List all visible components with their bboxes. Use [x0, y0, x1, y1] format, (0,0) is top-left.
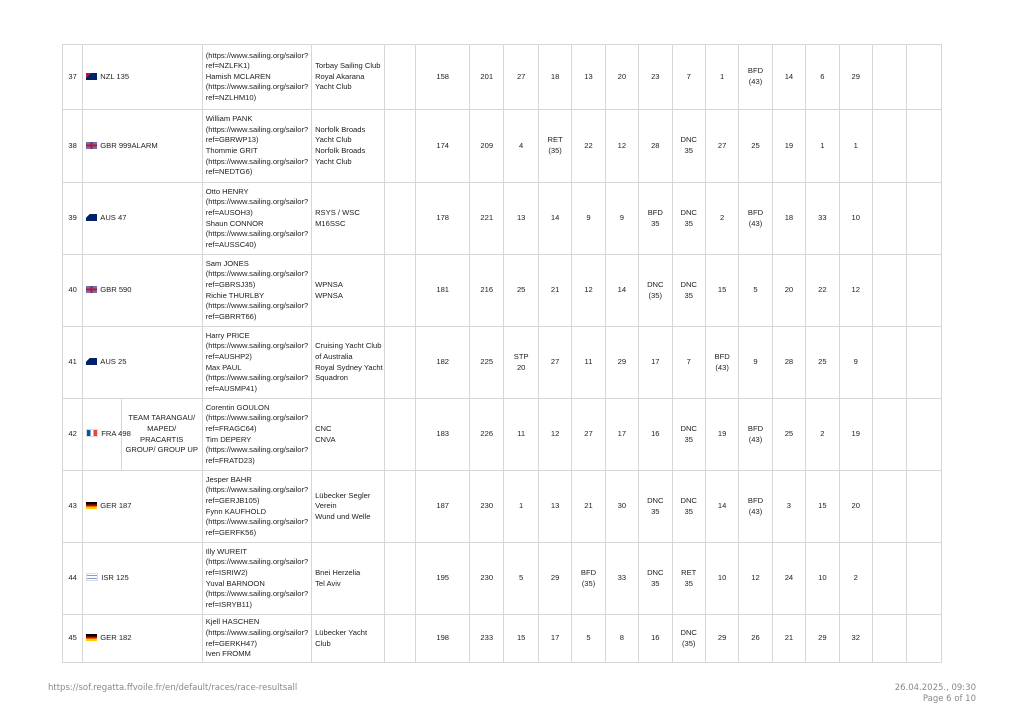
race-score-cell: 15 [504, 615, 538, 663]
club-line: Lübecker Yacht [315, 627, 368, 637]
crew-line: ref=AUSHP2) [205, 351, 252, 361]
crew-line: (https://www.sailing.org/sailor? [205, 341, 309, 351]
empty-cell [872, 615, 906, 663]
crew-line: Iven FROMM [205, 649, 251, 659]
sail-number-cell [83, 45, 202, 110]
race-score-cell: BFD (43) [739, 471, 772, 543]
club-line: CNVA [315, 434, 336, 444]
crew-line: (https://www.sailing.org/sailor? [205, 627, 309, 637]
crew-line: ref=GBRRT66) [205, 311, 257, 321]
empty-cell [384, 255, 415, 327]
race-score-cell: 16 [639, 399, 672, 471]
club-line: Verein [315, 501, 337, 511]
crew-line: Tim DEPERY [205, 434, 252, 444]
race-score-cell: 22 [806, 255, 839, 327]
table-row [63, 471, 942, 543]
race-score-cell: 9 [739, 327, 772, 399]
race-score-cell: RET 35 [672, 543, 705, 615]
race-score-cell: 21 [538, 255, 571, 327]
country-flag-icon [86, 634, 97, 641]
race-score-cell: 29 [538, 543, 571, 615]
race-score-cell: 25 [504, 255, 538, 327]
race-score-cell: 29 [839, 45, 872, 110]
crew-line: William PANK [205, 114, 253, 124]
crew-line: (https://www.sailing.org/sailor? [205, 197, 309, 207]
rank-cell: 43 [63, 471, 83, 543]
club-line: RSYS / WSC [315, 207, 360, 217]
race-score-cell: 26 [739, 615, 772, 663]
race-score-cell: DNC 35 [639, 543, 672, 615]
race-score-cell: 5 [504, 543, 538, 615]
empty-cell [907, 471, 942, 543]
crew-cell [202, 471, 311, 543]
results-table-body [63, 45, 942, 663]
race-score-cell: 13 [572, 45, 605, 110]
net-points-cell: 195 [416, 543, 470, 615]
page-info [895, 683, 976, 705]
sail-number: GBR 999ALARM [100, 140, 158, 150]
race-score-cell: BFD (43) [739, 183, 772, 255]
race-score-cell: BFD (43) [705, 327, 738, 399]
crew-line: ref=FRATD23) [205, 455, 255, 465]
print-datetime: 26.04.2025., 09:30 [894, 683, 976, 693]
club-line: CNC [315, 423, 332, 433]
country-flag-icon [86, 358, 97, 365]
race-score-cell: 17 [538, 615, 571, 663]
race-score-cell: 33 [806, 183, 839, 255]
crew-line: (https://www.sailing.org/sailor? [205, 269, 309, 279]
club-cell [312, 183, 385, 255]
race-score-cell: 27 [504, 45, 538, 110]
net-points-cell: 178 [416, 183, 470, 255]
club-line: Bnei Herzelia [315, 567, 361, 577]
sail-number: NZL 135 [100, 71, 130, 81]
empty-cell [384, 110, 415, 183]
net-points-cell: 181 [416, 255, 470, 327]
crew-cell [202, 399, 311, 471]
crew-cell [202, 543, 311, 615]
race-score-cell: 19 [772, 110, 805, 183]
race-score-cell: 15 [705, 255, 738, 327]
sail-number: AUS 47 [100, 213, 127, 223]
crew-line: Sam JONES [205, 258, 249, 268]
race-score-cell: 23 [639, 45, 672, 110]
club-cell [312, 615, 385, 663]
empty-cell [872, 399, 906, 471]
country-flag-icon [86, 142, 97, 149]
total-points-cell: 209 [470, 110, 504, 183]
club-line: Yacht Club [315, 156, 352, 166]
race-score-cell: 30 [605, 471, 638, 543]
club-line: Squadron [315, 373, 349, 383]
crew-line: Jesper BAHR [205, 474, 252, 484]
race-score-cell: 12 [538, 399, 571, 471]
crew-line: (https://www.sailing.org/sailor? [205, 373, 309, 383]
race-score-cell: DNC (35) [639, 255, 672, 327]
table-row [63, 183, 942, 255]
race-score-cell: 27 [538, 327, 571, 399]
crew-line: Shaun CONNOR [205, 218, 264, 228]
empty-cell [384, 471, 415, 543]
club-line: Yacht Club [315, 82, 352, 92]
country-flag-icon [86, 502, 97, 509]
crew-line: Thommie GRIT [205, 146, 258, 155]
race-score-cell: 2 [806, 399, 839, 471]
club-line: WPNSA [315, 290, 343, 300]
table-row [63, 327, 942, 399]
race-score-cell: 33 [605, 543, 638, 615]
sail-number: FRA 498 [101, 429, 131, 439]
empty-cell [384, 615, 415, 663]
race-score-cell: 12 [605, 110, 638, 183]
club-line: Tel Aviv [315, 578, 341, 588]
net-points-cell: 182 [416, 327, 470, 399]
race-score-cell: 5 [739, 255, 772, 327]
crew-line: (https://www.sailing.org/sailor? [205, 301, 309, 311]
race-score-cell: BFD (43) [739, 45, 772, 110]
net-points-cell: 183 [416, 399, 470, 471]
empty-cell [872, 543, 906, 615]
race-score-cell: 1 [504, 471, 538, 543]
race-score-cell: DNC (35) [672, 615, 705, 663]
race-score-cell: 28 [772, 327, 805, 399]
crew-line: Otto HENRY [205, 186, 249, 196]
race-score-cell: 11 [504, 399, 538, 471]
club-line: Yacht Club [315, 135, 352, 145]
crew-cell [202, 255, 311, 327]
race-score-cell: 4 [504, 110, 538, 183]
race-score-cell: 20 [605, 45, 638, 110]
club-line: Norfolk Broads [315, 146, 366, 155]
page-number: Page 6 of 10 [922, 694, 976, 704]
crew-line: ref=NZLHM10) [205, 92, 257, 102]
empty-cell [907, 45, 942, 110]
club-cell [312, 543, 385, 615]
crew-line: (https://www.sailing.org/sailor? [205, 589, 309, 599]
sail-number-cell [83, 110, 202, 183]
race-score-cell: 18 [538, 45, 571, 110]
club-cell [312, 110, 385, 183]
crew-line: (https://www.sailing.org/sailor? [205, 229, 309, 239]
crew-line: ref=GERKH47) [205, 638, 257, 648]
rank-cell: 39 [63, 183, 83, 255]
empty-cell [384, 183, 415, 255]
club-line: Norfolk Broads [315, 124, 366, 134]
crew-cell [202, 183, 311, 255]
empty-cell [907, 255, 942, 327]
race-score-cell: DNC 35 [672, 471, 705, 543]
sail-number: ISR 125 [101, 573, 129, 583]
net-points-cell: 187 [416, 471, 470, 543]
race-score-cell: BFD (43) [739, 399, 772, 471]
crew-line: (https://www.sailing.org/sailor? [205, 413, 309, 423]
race-score-cell: 14 [705, 471, 738, 543]
race-score-cell: 24 [772, 543, 805, 615]
race-score-cell: 16 [639, 615, 672, 663]
rank-cell: 42 [63, 399, 83, 471]
empty-cell [872, 471, 906, 543]
crew-cell [202, 327, 311, 399]
race-score-cell: 28 [639, 110, 672, 183]
country-flag-icon [86, 73, 97, 80]
race-score-cell: 32 [839, 615, 872, 663]
rank-cell: 45 [63, 615, 83, 663]
crew-line: ref=FRAGC64) [205, 423, 257, 433]
race-score-cell: 12 [572, 255, 605, 327]
race-score-cell: 14 [538, 183, 571, 255]
race-score-cell: 7 [672, 327, 705, 399]
race-score-cell: 13 [538, 471, 571, 543]
crew-line: (https://www.sailing.org/sailor? [205, 50, 309, 60]
total-points-cell: 216 [470, 255, 504, 327]
sail-number-cell [83, 183, 202, 255]
race-score-cell: 29 [605, 327, 638, 399]
sail-number-cell [83, 471, 202, 543]
country-flag-icon [86, 286, 97, 293]
total-points-cell: 230 [470, 471, 504, 543]
crew-line: Yuval BARNOON [205, 578, 265, 588]
total-points-cell: 230 [470, 543, 504, 615]
race-score-cell: BFD (35) [572, 543, 605, 615]
crew-line: Harry PRICE [205, 330, 250, 340]
empty-cell [907, 183, 942, 255]
crew-line: ref=NEDTG6) [205, 167, 253, 177]
race-score-cell: DNC 35 [672, 255, 705, 327]
empty-cell [907, 615, 942, 663]
sail-number: GBR 590 [100, 285, 132, 295]
club-cell [312, 255, 385, 327]
race-score-cell: 7 [672, 45, 705, 110]
crew-line: ref=GERJB105) [205, 495, 260, 505]
sail-number: GER 187 [100, 501, 132, 511]
race-score-cell: 1 [705, 45, 738, 110]
sail-number-cell [83, 327, 202, 399]
race-score-cell: 27 [705, 110, 738, 183]
race-score-cell: 10 [705, 543, 738, 615]
table-row [63, 399, 942, 471]
sail-number-cell [83, 543, 202, 615]
team-name-cell: TEAM TARANGAU/ MAPED/ PRACARTIS GROUP/ GROUP UP [121, 399, 202, 471]
crew-line: (https://www.sailing.org/sailor? [205, 557, 309, 567]
race-score-cell: 2 [839, 543, 872, 615]
race-score-cell: 19 [705, 399, 738, 471]
sail-number-cell [83, 615, 202, 663]
race-score-cell: 15 [806, 471, 839, 543]
club-line: M16SSC [315, 218, 346, 228]
race-score-cell: 5 [572, 615, 605, 663]
crew-line: ref=GBRSJ35) [205, 279, 256, 289]
crew-line: (https://www.sailing.org/sailor? [205, 82, 309, 92]
empty-cell [907, 543, 942, 615]
race-score-cell: 6 [806, 45, 839, 110]
total-points-cell: 225 [470, 327, 504, 399]
crew-line: ref=ISRYB11) [205, 599, 253, 609]
club-cell [312, 45, 385, 110]
club-line: WPNSA [315, 279, 343, 289]
club-line: Lübecker Segler [315, 490, 371, 500]
race-score-cell: DNC 35 [672, 399, 705, 471]
club-line: Wund und Welle [315, 511, 371, 521]
empty-cell [384, 45, 415, 110]
empty-cell [907, 110, 942, 183]
crew-line: Richie THURLBY [205, 290, 265, 300]
crew-cell [202, 110, 311, 183]
race-score-cell: DNC 35 [639, 471, 672, 543]
crew-cell [202, 615, 311, 663]
race-score-cell: 18 [772, 183, 805, 255]
club-line: Cruising Yacht Club [315, 341, 382, 351]
net-points-cell: 158 [416, 45, 470, 110]
race-score-cell: 13 [504, 183, 538, 255]
race-score-cell: 25 [772, 399, 805, 471]
results-table [62, 44, 942, 663]
empty-cell [872, 183, 906, 255]
crew-line: ref=AUSSC40) [205, 239, 257, 249]
sail-number-cell [83, 399, 131, 471]
race-score-cell: 20 [772, 255, 805, 327]
race-score-cell: 20 [839, 471, 872, 543]
club-line: Torbay Sailing Club [315, 61, 381, 71]
race-score-cell: 9 [572, 183, 605, 255]
crew-cell [202, 45, 311, 110]
empty-cell [872, 45, 906, 110]
race-score-cell: 2 [705, 183, 738, 255]
crew-line: (https://www.sailing.org/sailor? [205, 517, 309, 527]
crew-line: ref=AUSOH3) [205, 207, 253, 217]
race-score-cell: 29 [806, 615, 839, 663]
race-score-cell: STP 20 [504, 327, 538, 399]
club-line: of Australia [315, 351, 353, 361]
race-score-cell: 19 [839, 399, 872, 471]
crew-line: ref=GBRWP13) [205, 135, 259, 145]
rank-cell: 44 [63, 543, 83, 615]
crew-line: (https://www.sailing.org/sailor? [205, 445, 309, 455]
rank-cell: 37 [63, 45, 83, 110]
race-score-cell: RET (35) [538, 110, 571, 183]
table-row [63, 255, 942, 327]
race-score-cell: 29 [705, 615, 738, 663]
sail-number-cell [83, 255, 202, 327]
race-score-cell: 12 [839, 255, 872, 327]
crew-line: (https://www.sailing.org/sailor? [205, 124, 309, 134]
crew-line: ref=GERFK56) [205, 527, 257, 537]
total-points-cell: 233 [470, 615, 504, 663]
race-score-cell: 14 [772, 45, 805, 110]
table-row [63, 45, 942, 110]
race-score-cell: 25 [739, 110, 772, 183]
club-cell [312, 471, 385, 543]
table-row [63, 543, 942, 615]
club-cell [312, 327, 385, 399]
race-score-cell: 10 [839, 183, 872, 255]
crew-line: Hamish MCLAREN [205, 71, 271, 81]
country-flag-icon [86, 573, 98, 581]
race-score-cell: 9 [839, 327, 872, 399]
total-points-cell: 201 [470, 45, 504, 110]
net-points-cell: 174 [416, 110, 470, 183]
race-score-cell: 21 [772, 615, 805, 663]
club-cell [312, 399, 385, 471]
crew-line: Corentin GOULON [205, 402, 270, 412]
race-score-cell: 27 [572, 399, 605, 471]
race-score-cell: 9 [605, 183, 638, 255]
race-score-cell: DNC 35 [672, 183, 705, 255]
race-score-cell: 1 [806, 110, 839, 183]
race-score-cell: 21 [572, 471, 605, 543]
crew-line: (https://www.sailing.org/sailor? [205, 156, 309, 166]
empty-cell [872, 255, 906, 327]
empty-cell [907, 327, 942, 399]
empty-cell [384, 399, 415, 471]
race-score-cell: 25 [806, 327, 839, 399]
total-points-cell: 226 [470, 399, 504, 471]
club-line: Club [315, 638, 331, 648]
net-points-cell: 198 [416, 615, 470, 663]
race-score-cell: 17 [639, 327, 672, 399]
country-flag-icon [86, 429, 98, 437]
country-flag-icon [86, 214, 97, 221]
empty-cell [872, 327, 906, 399]
race-score-cell: 12 [739, 543, 772, 615]
crew-line: (https://www.sailing.org/sailor? [205, 485, 309, 495]
race-score-cell: 17 [605, 399, 638, 471]
empty-cell [872, 110, 906, 183]
table-row [63, 110, 942, 183]
empty-cell [384, 327, 415, 399]
race-score-cell: 1 [839, 110, 872, 183]
rank-cell: 41 [63, 327, 83, 399]
race-score-cell: 22 [572, 110, 605, 183]
race-score-cell: 14 [605, 255, 638, 327]
club-line: Royal Sydney Yacht [315, 362, 383, 372]
empty-cell [384, 543, 415, 615]
race-score-cell: BFD 35 [639, 183, 672, 255]
sail-number: AUS 25 [100, 357, 127, 367]
sail-number: GER 182 [100, 633, 132, 643]
page-url: https://sof.regatta.ffvoile.fr/en/default/races/race-resultsall [48, 683, 298, 693]
crew-line: Fynn KAUFHOLD [205, 506, 267, 516]
crew-line: ref=ISRIW2) [205, 567, 248, 577]
total-points-cell: 221 [470, 183, 504, 255]
crew-line: Illy WUREIT [205, 546, 248, 556]
empty-cell [907, 399, 942, 471]
crew-line: Max PAUL [205, 362, 242, 372]
race-score-cell: DNC 35 [672, 110, 705, 183]
table-row [63, 615, 942, 663]
race-score-cell: 8 [605, 615, 638, 663]
club-line: Royal Akarana [315, 71, 365, 81]
crew-line: ref=AUSMP41) [205, 383, 257, 393]
race-score-cell: 11 [572, 327, 605, 399]
crew-line: Kjell HASCHEN [205, 617, 260, 627]
rank-cell: 38 [63, 110, 83, 183]
crew-line: ref=NZLFK1) [205, 61, 250, 71]
rank-cell: 40 [63, 255, 83, 327]
race-score-cell: 10 [806, 543, 839, 615]
race-score-cell: 3 [772, 471, 805, 543]
